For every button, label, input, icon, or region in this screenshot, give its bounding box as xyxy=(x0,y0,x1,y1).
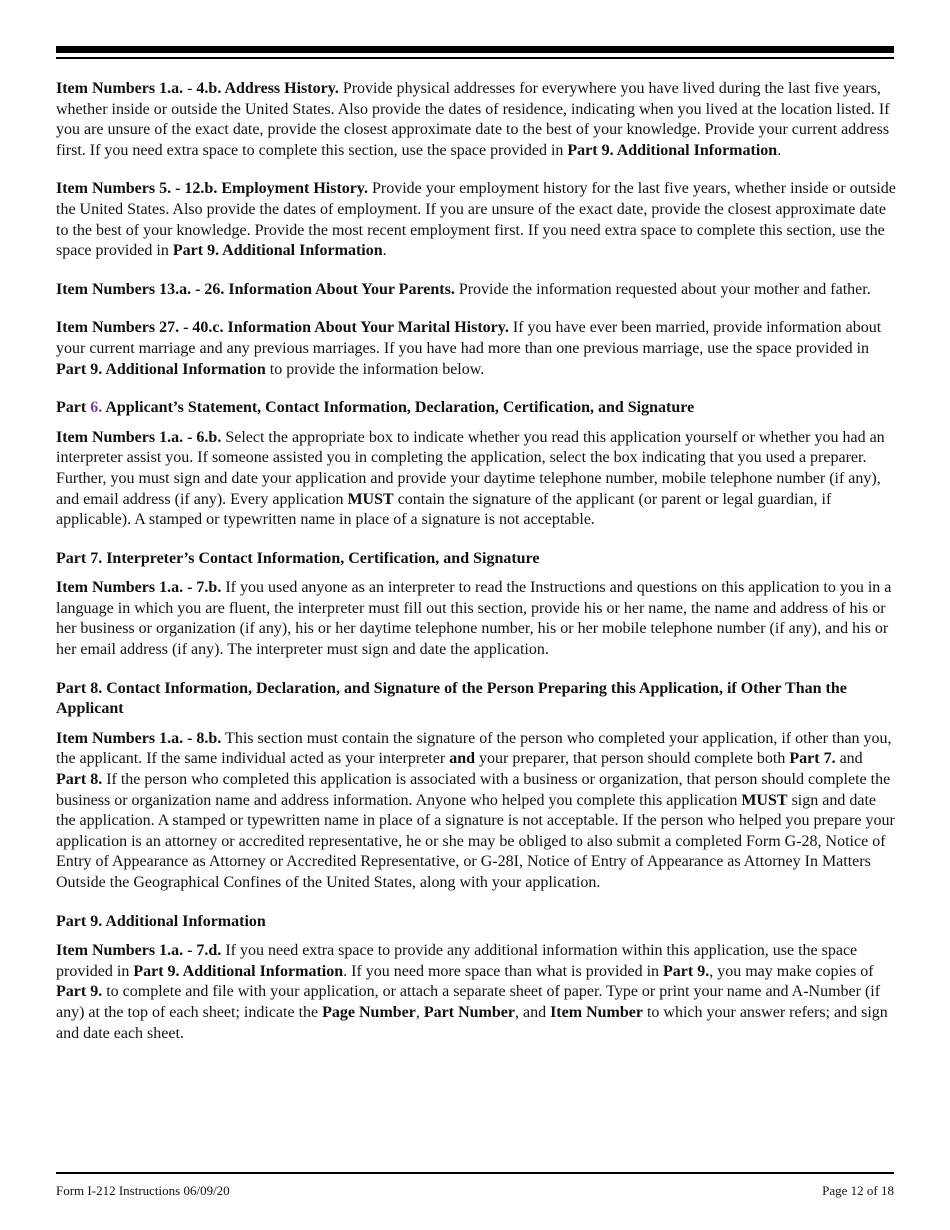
part-6-heading xyxy=(56,398,896,419)
bold-term: Part 9. Additional Information xyxy=(567,141,778,159)
bold-term: Part Number xyxy=(423,1003,515,1021)
bold-term: Item Number xyxy=(550,1003,643,1021)
text-run: . If you need more space than what is provided in xyxy=(343,962,664,980)
part-8-heading: Part 8. Contact Information, Declaration, and Signature of the Person Preparing this Application, if Other Than the Applicant xyxy=(56,679,847,718)
text-run: Provide your employment history for the last five years, whether inside or outside the United States. Also provide the dates of employment. If you are unsure of the exact date, provide the closest approximate date to the best of your knowledge. Provide the most recent employment first. If you need extra space to complete this section, use the space provided in xyxy=(56,180,896,260)
bold-term: Item Numbers 1.a. xyxy=(56,80,184,97)
part-8-paragraph xyxy=(56,729,896,894)
bold-term: MUST xyxy=(347,490,394,508)
text-run: to provide the information below. xyxy=(265,360,485,378)
text-run: If you have ever been married, provide information about your current marriage and any previous marriages. If you have had more than one previous marriage, use the space provided in xyxy=(56,319,882,357)
text-run: sign and date the application. A stamped or typewritten name in place of a signature is not acceptable. If the person who helped you prepare your application is an attorney or accredited representative, he or she may be obliged to also submit a completed Form G-28, Notice of Entry of Appearance as Attorney or Accredited Representative, or G-28I, Notice of Entry of Appearance as Attorney In Matters Outside the Geographical Confines of the United States, along with your application. xyxy=(56,791,895,891)
bold-term: Page Number xyxy=(322,1003,416,1021)
bold-term: Item Numbers 1.a. - 7.b. xyxy=(56,579,222,597)
part-number-accent: 6. xyxy=(90,399,103,417)
text-run: , you may make copies of xyxy=(709,962,874,980)
bold-term: Item Numbers 1.a. - 8.b. xyxy=(56,729,222,747)
bold-term: Part 7. xyxy=(789,750,836,768)
part-6-paragraph xyxy=(56,428,896,531)
bold-term: Part 9. Additional Information xyxy=(133,962,344,980)
marital-history-paragraph xyxy=(56,318,896,380)
header-rule-thin xyxy=(56,57,894,59)
header-rule-thick xyxy=(56,46,894,53)
text-run: . xyxy=(777,141,782,159)
bold-term: Part 8. xyxy=(56,771,103,789)
text-run: If the person who completed this application is associated with a business or organization, that person should complete the business or organization name and address information. Anyone who helped you complete this application xyxy=(56,771,891,809)
bold-term: Item Numbers 1.a. - 6.b. xyxy=(56,428,222,446)
part-9-paragraph xyxy=(56,941,896,1044)
employment-history-paragraph xyxy=(56,179,896,261)
instructions-body xyxy=(56,79,896,1044)
bold-term: Item Numbers 1.a. - 7.d. xyxy=(56,942,222,960)
text-run: . xyxy=(382,242,387,260)
text-run: Provide the information requested about your mother and father. xyxy=(454,280,871,298)
bold-term: Item Numbers 13.a. - 26. Information About Your Parents. xyxy=(56,280,455,298)
bold-term: Part 9. xyxy=(663,962,710,980)
bold-term: Part 9. Additional Information xyxy=(172,242,383,260)
text-run: If you used anyone as an interpreter to read the Instructions and questions on this application to you in a language in which you are fluent, the interpreter must fill out this section, provide his or her name, the name and address of his or her business or organization (if any), his or her daytime telephone number, his or her mobile telephone number (if any), and his or her email address (if any). The interpreter must sign and date the application. xyxy=(56,579,892,659)
footer-rule xyxy=(56,1172,894,1174)
bold-term: MUST xyxy=(741,791,788,809)
text-run: - xyxy=(183,80,197,97)
text-run: , xyxy=(415,1003,424,1021)
page-number: Page 12 of 18 xyxy=(822,1183,894,1198)
text-run: to which your answer refers; and sign and date each sheet. xyxy=(56,1003,888,1042)
text-run: This section must contain the signature of the person who completed your application, if other than you, the applicant. If the same individual acted as your interpreter xyxy=(56,729,892,768)
bold-term: Part 9. Additional Information xyxy=(56,360,266,378)
text-run: Select the appropriate box to indicate whether you read this application yourself or whether you had an interpreter assist you. If someone assisted you in completing the application, select the box indicating that you used a preparer. Further, you must sign and date your application and provide your daytime telephone number, mobile telephone number (if any), and email address (if any). Every application xyxy=(56,428,885,508)
bold-term: Item Numbers 27. - 40.c. Information About Your Marital History. xyxy=(56,319,509,337)
text-run: Part xyxy=(56,399,91,417)
bold-term: Item Numbers 5. - 12.b. Employment History. xyxy=(56,180,368,198)
address-history-paragraph xyxy=(56,79,896,161)
text-run: contain the signature of the applicant (or parent or legal guardian, if applicable). A stamped or typewritten name in place of a signature is not acceptable. xyxy=(56,490,832,529)
bold-term: and xyxy=(449,750,475,768)
part-7-heading: Part 7. Interpreter’s Contact Information, Certification, and Signature xyxy=(56,549,540,567)
text-run: to complete and file with your application, or attach a separate sheet of paper. Type or print your name and A-Number (if any) at the top of each sheet; indicate the xyxy=(56,983,881,1021)
text-run: Provide physical addresses for everywhere you have lived during the last five years, whether inside or outside the United States. Also provide the dates of residence, indicating when you lived at the location listed. If you are unsure of the exact date, provide the closest approximate date to the best of your knowledge. Provide your current address first. If you need extra space to complete this section, use the space provided in xyxy=(56,80,890,159)
parents-info-paragraph xyxy=(56,280,896,301)
form-identifier: Form I-212 Instructions 06/09/20 xyxy=(56,1183,230,1198)
text-run: Applicant’s Statement, Contact Information, Declaration, Certification, and Signature xyxy=(102,399,695,417)
text-run: , and xyxy=(514,1003,551,1021)
part-7-paragraph xyxy=(56,578,896,660)
text-run: your preparer, that person should complete both xyxy=(474,750,790,768)
part-9-heading: Part 9. Additional Information xyxy=(56,912,266,930)
text-run: If you need extra space to provide any additional information within this application, use the space provided in xyxy=(56,942,858,980)
bold-term: 4.b. Address History. xyxy=(196,80,339,97)
bold-term: Part 9. xyxy=(56,983,103,1001)
text-run: and xyxy=(835,750,863,768)
